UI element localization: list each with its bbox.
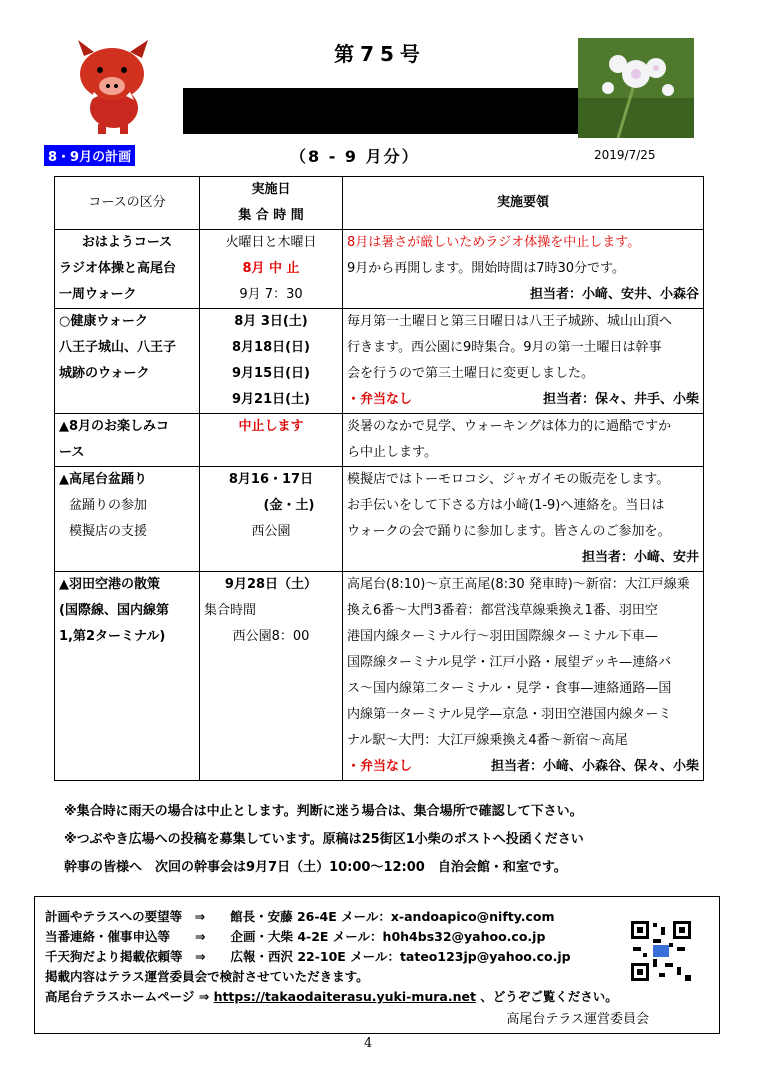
homepage-line [45,987,618,1005]
date-line: 9月 7：30 [239,287,303,302]
contact-line: 掲載内容はテラス運営委員会で検討させていただきます。 [45,969,369,984]
person-in-charge: 担当者：保々、井手、小柴 [542,392,699,407]
date-line: 西公園 [251,524,291,539]
course-line: ▲高尾台盆踊り [59,472,147,487]
detail-line: 会を行うので第三土曜日に変更しました。 [347,366,595,381]
date-line: 8月16・17日 [228,472,314,487]
note-committee: 幹事の皆様へ 次回の幹事会は9月7日（土）10:00〜12:00 自治会館・和室です。 [64,860,567,875]
person-in-charge: 担当者：小﨑、安井 [581,550,699,565]
qr-code-icon [629,919,693,983]
detail-line: 高尾台(8:10)〜京王高尾(8:30 発車時)〜新宿：大江戸線乗 [347,577,690,592]
date-line: 西公園8：00 [232,629,310,644]
detail-line: 換え6番〜大門3番着：都営浅草線乗換え1番、羽田空 [347,603,658,618]
detail-line: ウォークの会で踊りに参加します。皆さんのご参加を。 [347,524,671,539]
detail-line: 港国内線ターミナル行〜羽田国際線ターミナル下車— [347,629,658,644]
date-line: 8月 中 止 [242,261,300,276]
issue-date: 2019/7/25 [594,148,656,162]
header-details: 実施要領 [496,195,549,210]
white-flower-photo [578,38,694,138]
no-lunch-note: ・弁当なし [347,759,413,774]
boar-mascot-icon [64,38,160,138]
date-line: 8月 3日(土) [234,314,308,329]
no-lunch-note: ・弁当なし [347,392,413,407]
detail-line: ナル駅〜大門：大江戸線乗換え4番〜新宿〜高尾 [347,733,628,748]
course-line: ース [59,445,85,460]
detail-line: ら中止します。 [347,445,437,460]
date-line: 火曜日と木曜日 [225,235,317,250]
date-line: 9月28日（土） [224,577,318,592]
course-line: ○健康ウォーク [59,314,148,329]
issue-number: 第75号 [334,42,426,66]
contact-box [34,896,720,1034]
date-line: (金・土) [263,498,315,513]
contact-line: 千天狗だより掲載依頼等 ⇒ 広報・西沢 22-10E メール：tateo123jp@yahoo.co.jp [45,949,571,964]
course-line: 盆踊りの参加 [69,498,148,513]
course-line: (国際線、国内線第 [59,603,169,618]
table-row [55,467,704,572]
table-row [55,230,704,309]
plan-label: 8・9月の計画 [44,145,135,166]
detail-line: ス〜国内線第二ターミナル・見学・食事—連絡通路—国 [347,681,672,696]
header-course: コースの区分 [88,195,166,210]
detail-line: 内線第一ターミナル見学—京急・羽田空港国内線ターミ [347,707,672,722]
period-label: （8 ‐ 9 月分） [290,147,420,166]
table-row [55,309,704,414]
table-row [55,414,704,467]
detail-line: お手伝いをして下さる方は小﨑(1-9)へ連絡を。当日は [347,498,665,513]
detail-line: 行きます。西公園に9時集合。9月の第一土曜日は幹事 [347,340,662,355]
title-bar [183,88,578,134]
homepage-suffix: 、どうぞご覧ください。 [475,989,618,1004]
detail-line: 国際線ターミナル見学・江戸小路・展望デッキ—連絡バ [347,655,672,670]
course-line: 城跡のウォーク [59,366,150,381]
schedule-table [54,176,704,781]
homepage-label: 高尾台テラスホームページ ⇒ [45,989,214,1004]
note-submissions: ※つぶやき広場への投稿を募集しています。原稿は25街区1小柴のポストへ投函ください [64,832,584,847]
date-line: 8月18日(日) [231,340,311,355]
date-line: 集合時間 [204,603,257,618]
table-header-row [55,177,704,230]
note-rain: ※集合時に雨天の場合は中止とします。判断に迷う場合は、集合場所で確認して下さい。 [64,804,583,819]
organization-name: 高尾台テラス運営委員会 [506,1012,649,1027]
person-in-charge: 担当者：小﨑、小森谷、保々、小柴 [490,759,699,774]
detail-line: 8月は暑さが厳しいためラジオ体操を中止します。 [347,235,641,250]
page-number: 4 [364,1036,373,1051]
detail-line: 炎暑のなかで見学、ウォーキングは体力的に過酷ですか [347,419,672,434]
course-line: 模擬店の支援 [69,524,148,539]
person-in-charge: 担当者：小﨑、安井、小森谷 [529,287,699,302]
course-line: ▲羽田空港の散策 [59,577,160,592]
detail-line: 9月から再開します。開始時間は7時30分です。 [347,261,626,276]
course-line: おはようコース [81,235,173,250]
header-date-2: 集 合 時 間 [238,208,304,223]
date-line: 中止します [238,419,304,434]
course-line: 1,第2ターミナル) [59,629,166,644]
date-line: 9月15日(日) [231,366,311,381]
course-line: 一周ウォーク [59,287,137,302]
detail-line: 毎月第一土曜日と第三日曜日は八王子城跡、城山山頂へ [347,314,673,329]
header-date-1: 実施日 [251,182,291,197]
table-row [55,572,704,781]
detail-line: 模擬店ではトーモロコシ、ジャガイモの販売をします。 [347,472,670,487]
contact-line: 計画やテラスへの要望等 ⇒ 館長・安藤 26-4E メール：x-andoapico@nifty.com [45,909,555,924]
course-line: 八王子城山、八王子 [59,340,177,355]
contact-line: 当番連絡・催事申込等 ⇒ 企画・大柴 4-2E メール：h0h4bs32@yahoo.co.jp [45,929,546,944]
date-line: 9月21日(土) [231,392,311,407]
course-line: ラジオ体操と高尾台 [59,261,177,276]
course-line: ▲8月のお楽しみコ [59,419,170,434]
homepage-link[interactable]: https://takaodaiterasu.yuki-mura.net [213,989,476,1004]
